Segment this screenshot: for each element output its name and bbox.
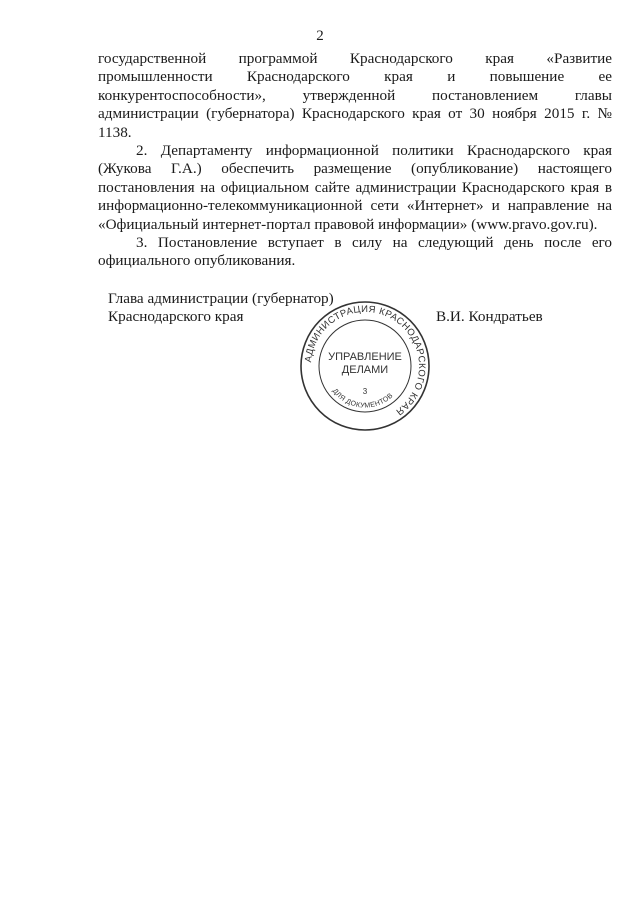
document-body: [98, 50, 612, 271]
signatory-name: В.И. Кондратьев: [436, 308, 543, 325]
page-number: 2: [316, 28, 324, 44]
signatory-title-line2: Краснодарского края: [108, 308, 244, 326]
paragraph-continuation: государственной программой Краснодарского края «Развитие промышленности Краснодарского края и повышение ее конкурентоспособности», утвержденной постановлением главы администрации (губернатора) Краснодарского края от 30 ноября 2015 г. № 1138.: [98, 50, 612, 141]
paragraph-2: 2. Департаменту информационной политики Краснодарского края (Жукова Г.А.) обеспечить размещение (опубликование) настоящего постановления на официальном сайте администрации Краснодарского края в информационно-телекоммуникационной сети «Интернет» и направление на «Официальный интернет-портал правовой информации» (www.pravo.gov.ru).: [98, 142, 612, 233]
official-stamp: [297, 298, 433, 434]
stamp-ring-text: АДМИНИСТРАЦИЯ КРАСНОДАРСКОГО КРАЯ: [303, 303, 428, 418]
stamp-bottom-text: ДЛЯ ДОКУМЕНТОВ: [330, 387, 395, 410]
stamp-number: 3: [362, 387, 368, 396]
stamp-center-line1: УПРАВЛЕНИЕ: [328, 351, 402, 363]
paragraph-3: 3. Постановление вступает в силу на следующий день после его официального опубликования.: [98, 234, 612, 270]
signatory-title-line1: Глава администрации (губернатор): [108, 290, 334, 307]
stamp-center-line2: ДЕЛАМИ: [341, 364, 389, 376]
